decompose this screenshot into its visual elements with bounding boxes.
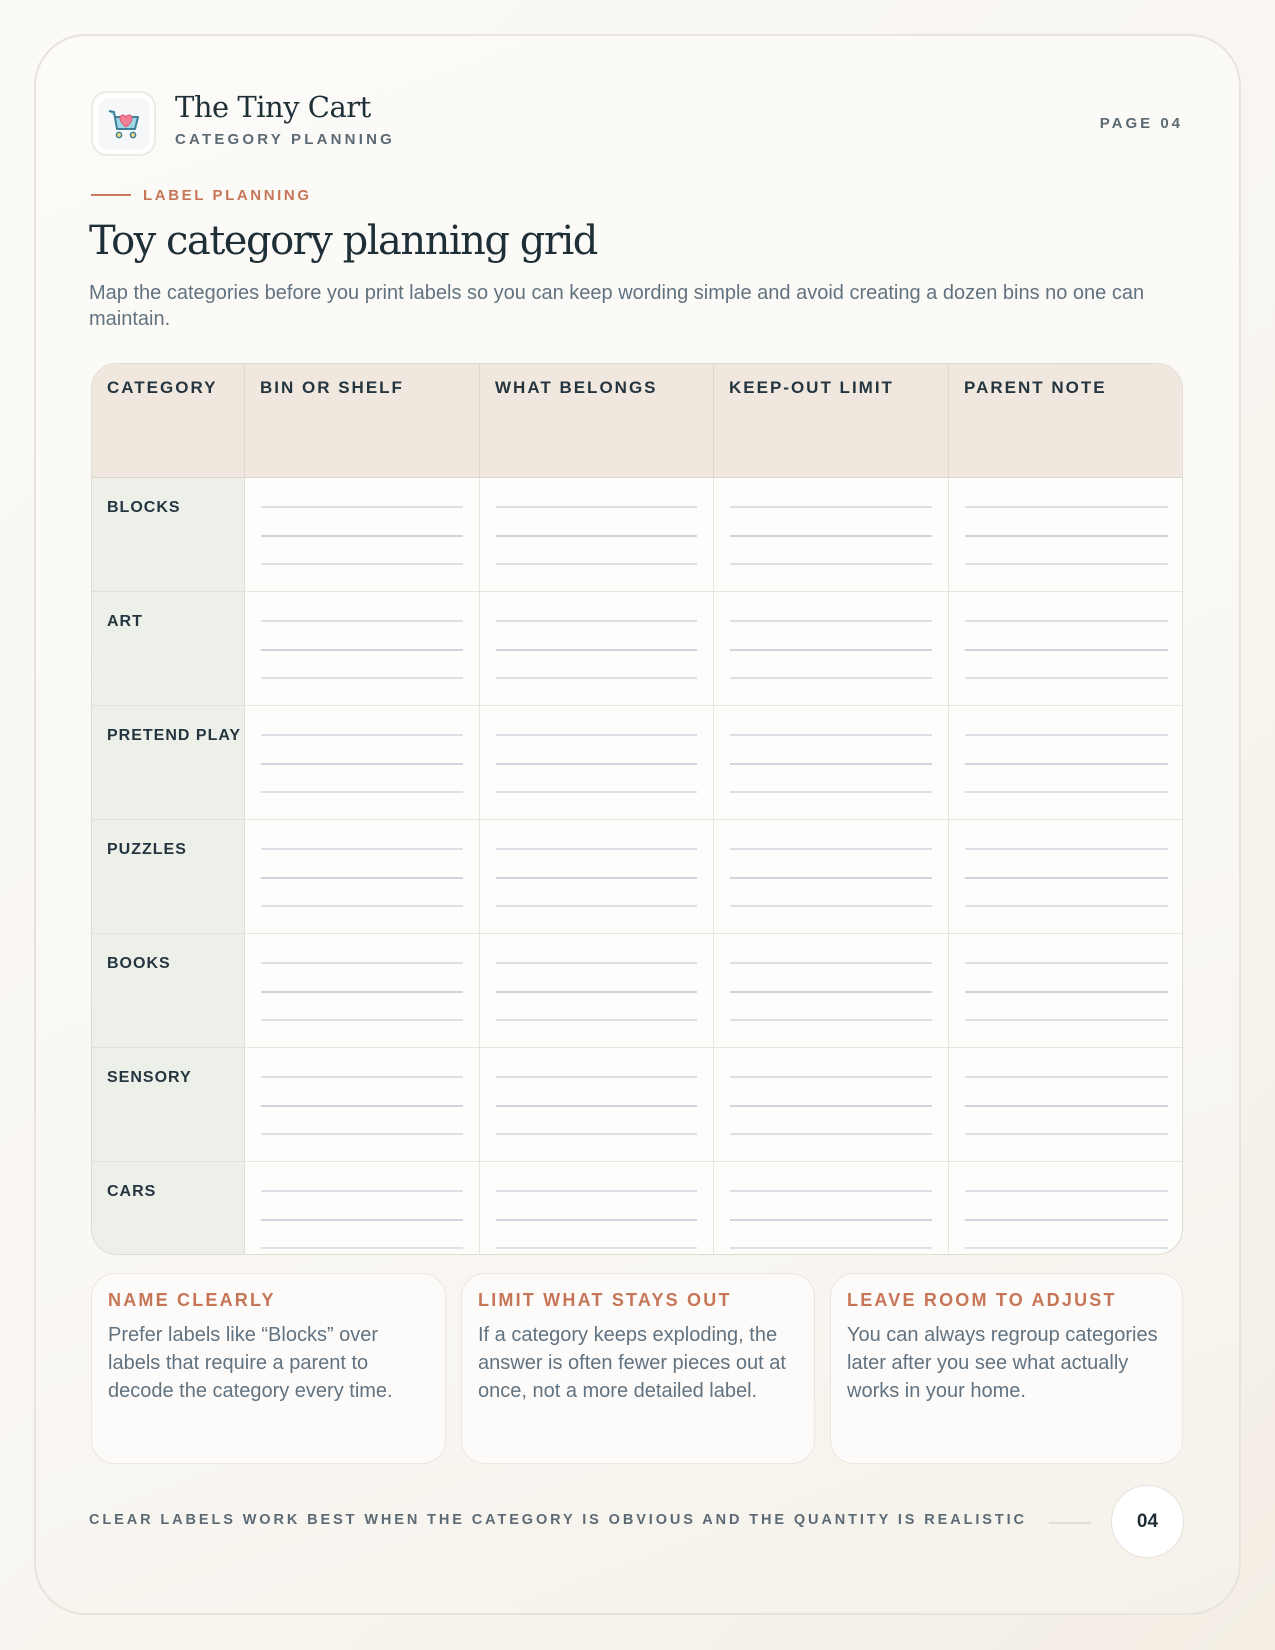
writing-line [261, 649, 463, 651]
tip-title: NAME CLEARLY [108, 1290, 276, 1310]
writing-line [730, 962, 932, 964]
writing-line [965, 877, 1168, 879]
writing-line [496, 1219, 697, 1221]
tip-body: You can always regroup categories later after you see what actually works in your home. [847, 1324, 1158, 1402]
writing-line [965, 848, 1168, 850]
writing-line [965, 1133, 1168, 1135]
writing-line [730, 677, 932, 679]
writing-line [965, 1190, 1168, 1192]
cart-heart-icon [106, 107, 142, 141]
brand-name: The Tiny Cart [175, 90, 371, 124]
writing-line [261, 620, 463, 622]
tip-body: If a category keeps exploding, the answer is often fewer pieces out at once, not a more detailed label. [478, 1324, 786, 1402]
writing-line [496, 620, 697, 622]
writing-line [730, 791, 932, 793]
category-cell: BLOCKS [92, 478, 245, 592]
eyebrow-divider [91, 194, 131, 196]
writing-line [261, 791, 463, 793]
writing-cell[interactable] [949, 592, 1183, 706]
writing-line [965, 763, 1168, 765]
page-description: Map the categories before you print labels so you can keep wording simple and avoid creating a dozen bins no one can maintain. [89, 282, 1145, 330]
writing-line [261, 763, 463, 765]
writing-line [261, 1105, 463, 1107]
writing-line [261, 848, 463, 850]
writing-cell[interactable] [245, 592, 480, 706]
category-cell: ART [92, 592, 245, 706]
writing-line [965, 734, 1168, 736]
writing-cell[interactable] [245, 1048, 480, 1162]
writing-line [730, 1190, 932, 1192]
writing-line [261, 535, 463, 537]
writing-line [965, 649, 1168, 651]
writing-line [496, 848, 697, 850]
writing-line [496, 1076, 697, 1078]
writing-cell[interactable] [480, 820, 714, 934]
writing-line [730, 1247, 932, 1249]
writing-line [730, 734, 932, 736]
writing-cell[interactable] [245, 478, 480, 592]
writing-line [496, 791, 697, 793]
tip-body: Prefer labels like “Blocks” over labels that require a parent to decode the category every time. [108, 1324, 393, 1402]
writing-line [965, 535, 1168, 537]
writing-line [261, 905, 463, 907]
writing-line [261, 677, 463, 679]
tip-card-adjust [830, 1273, 1183, 1464]
writing-cell[interactable] [714, 820, 949, 934]
writing-line [496, 1247, 697, 1249]
planning-table [91, 363, 1183, 1255]
writing-line [496, 649, 697, 651]
writing-cell[interactable] [714, 478, 949, 592]
writing-line [496, 535, 697, 537]
category-cell: PUZZLES [92, 820, 245, 934]
writing-line [261, 1219, 463, 1221]
writing-cell[interactable] [714, 706, 949, 820]
writing-line [965, 563, 1168, 565]
writing-cell[interactable] [480, 1048, 714, 1162]
writing-cell[interactable] [480, 592, 714, 706]
writing-line [261, 1247, 463, 1249]
footer-divider [1049, 1522, 1091, 1524]
column-header: WHAT BELONGS [480, 364, 714, 478]
writing-line [730, 1219, 932, 1221]
writing-line [965, 1219, 1168, 1221]
writing-line [261, 506, 463, 508]
category-cell: PRETEND PLAY [92, 706, 245, 820]
writing-cell[interactable] [714, 1162, 949, 1255]
writing-cell[interactable] [480, 478, 714, 592]
column-header: BIN OR SHELF [245, 364, 480, 478]
writing-line [496, 506, 697, 508]
footer-note: CLEAR LABELS WORK BEST WHEN THE CATEGORY IS OBVIOUS AND THE QUANTITY IS REALISTIC [89, 1512, 1027, 1528]
writing-line [965, 1076, 1168, 1078]
writing-cell[interactable] [480, 934, 714, 1048]
writing-cell[interactable] [714, 592, 949, 706]
writing-line [730, 563, 932, 565]
writing-cell[interactable] [480, 706, 714, 820]
writing-cell[interactable] [245, 706, 480, 820]
writing-line [730, 1019, 932, 1021]
brand-logo [91, 91, 156, 156]
writing-line [965, 791, 1168, 793]
writing-line [965, 1105, 1168, 1107]
writing-line [261, 877, 463, 879]
page-label: PAGE 04 [1099, 115, 1183, 132]
writing-line [965, 506, 1168, 508]
writing-line [261, 1019, 463, 1021]
section-eyebrow: LABEL PLANNING [143, 187, 312, 204]
writing-cell[interactable] [245, 934, 480, 1048]
writing-line [261, 1133, 463, 1135]
writing-line [730, 763, 932, 765]
writing-line [730, 877, 932, 879]
writing-line [496, 1105, 697, 1107]
page-number-badge: 04 [1111, 1485, 1184, 1558]
writing-line [965, 677, 1168, 679]
category-cell: SENSORY [92, 1048, 245, 1162]
tip-title: LEAVE ROOM TO ADJUST [847, 1290, 1117, 1310]
tip-title: LIMIT WHAT STAYS OUT [478, 1290, 732, 1310]
writing-line [965, 905, 1168, 907]
writing-line [965, 962, 1168, 964]
writing-line [730, 649, 932, 651]
writing-line [496, 877, 697, 879]
writing-line [965, 1247, 1168, 1249]
column-header: PARENT NOTE [949, 364, 1183, 478]
writing-cell[interactable] [714, 1048, 949, 1162]
writing-line [965, 991, 1168, 993]
writing-cell[interactable] [949, 1048, 1183, 1162]
writing-cell[interactable] [949, 706, 1183, 820]
writing-line [261, 734, 463, 736]
category-cell: BOOKS [92, 934, 245, 1048]
writing-line [261, 991, 463, 993]
writing-line [496, 905, 697, 907]
writing-line [496, 563, 697, 565]
writing-cell[interactable] [480, 1162, 714, 1255]
writing-line [261, 1076, 463, 1078]
writing-line [261, 962, 463, 964]
category-cell: CARS [92, 1162, 245, 1255]
writing-line [496, 962, 697, 964]
writing-line [496, 763, 697, 765]
writing-line [730, 506, 932, 508]
writing-line [730, 620, 932, 622]
tip-card-limit [461, 1273, 815, 1464]
writing-cell[interactable] [949, 478, 1183, 592]
writing-cell[interactable] [245, 820, 480, 934]
writing-line [730, 1105, 932, 1107]
writing-line [496, 1133, 697, 1135]
writing-line [730, 848, 932, 850]
brand-subtitle: CATEGORY PLANNING [175, 131, 395, 148]
writing-line [496, 1190, 697, 1192]
writing-line [965, 620, 1168, 622]
writing-line [496, 991, 697, 993]
column-header: KEEP-OUT LIMIT [714, 364, 949, 478]
writing-cell[interactable] [714, 934, 949, 1048]
writing-line [730, 991, 932, 993]
writing-cell[interactable] [949, 934, 1183, 1048]
writing-line [965, 1019, 1168, 1021]
tip-card-name-clearly [91, 1273, 446, 1464]
writing-line [261, 563, 463, 565]
writing-line [730, 535, 932, 537]
writing-line [496, 677, 697, 679]
writing-cell[interactable] [245, 1162, 480, 1255]
writing-line [730, 1076, 932, 1078]
writing-line [496, 734, 697, 736]
page-title: Toy category planning grid [89, 218, 597, 264]
writing-line [730, 905, 932, 907]
writing-line [730, 1133, 932, 1135]
writing-cell[interactable] [949, 1162, 1183, 1255]
writing-line [496, 1019, 697, 1021]
writing-cell[interactable] [949, 820, 1183, 934]
column-header: CATEGORY [92, 364, 245, 478]
writing-line [261, 1190, 463, 1192]
